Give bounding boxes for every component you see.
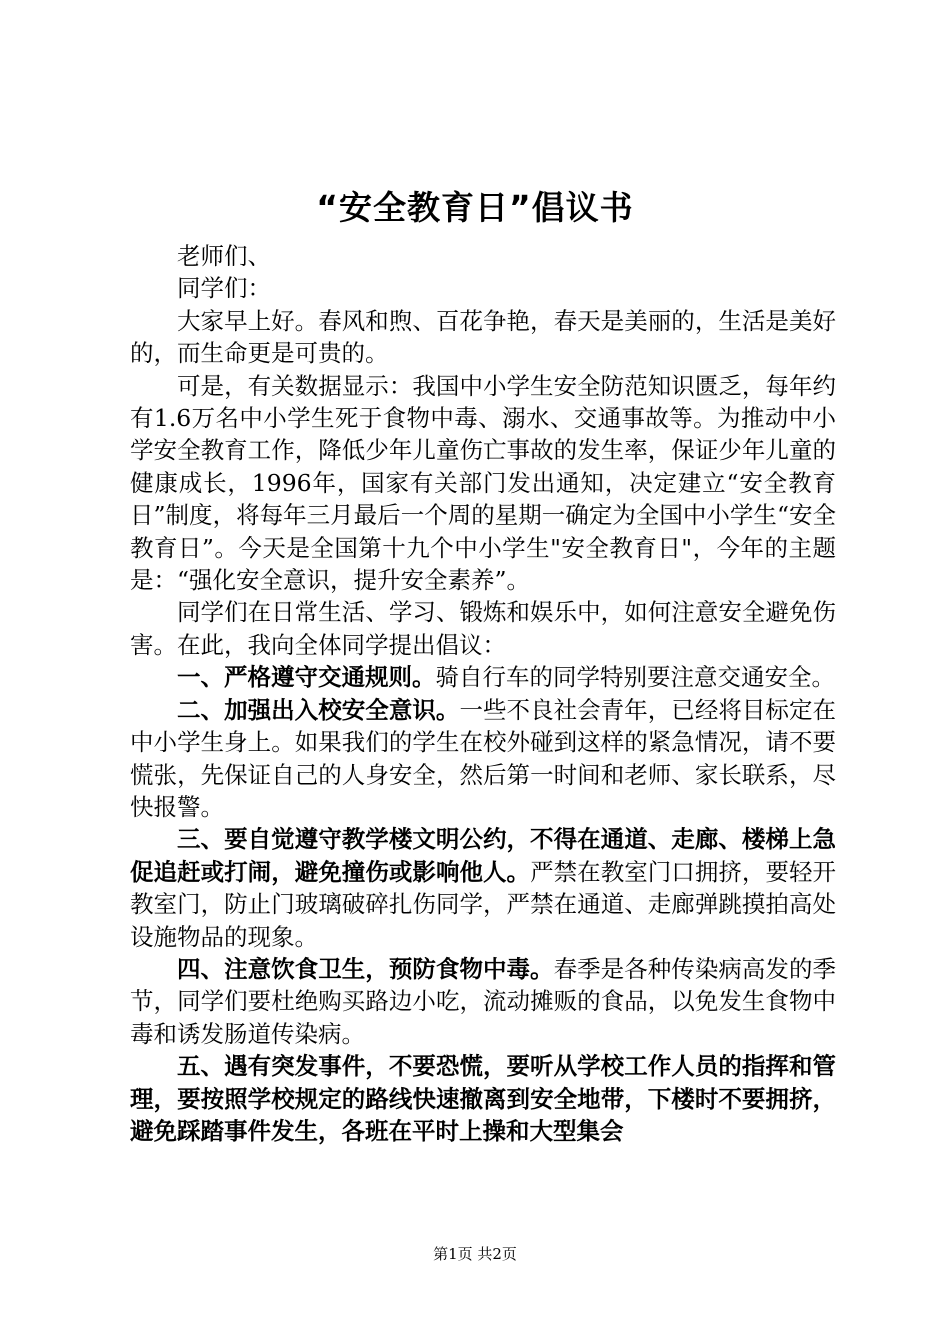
proposal-item-2-text: 一些不良社会青年，已经将目标定在中小学生身上。如果我们的学生在校外碰到这样的紧急情况，请不要慌张，先保证自己的人身安全，然后第一时间和老师、家长联系，尽快报警。	[130, 695, 837, 821]
proposal-item-5	[130, 1050, 836, 1147]
proposal-item-3-heading: 三、要自觉遵守教学楼文明公约，不得在通道、走廊、楼梯上急促追赶或打闹，避免撞伤或影响他人。	[130, 825, 836, 886]
proposal-item-1-text: 骑自行车的同学特别要注意交通安全。	[435, 663, 835, 692]
proposal-item-4-text: 春季是各种传染病高发的季节，同学们要杜绝购买路边小吃，流动摊贩的食品，以免发生食物中毒和诱发肠道传染病。	[130, 954, 837, 1048]
proposal-item-1	[130, 661, 836, 693]
salutation-students: 同学们：	[177, 274, 271, 303]
salutation-teachers: 老师们、	[177, 242, 271, 270]
proposal-item-2	[130, 694, 836, 824]
paragraph-greeting: 大家早上好。春风和煦、百花争艳，春天是美丽的，生活是美好的，而生命更是可贵的。	[130, 306, 836, 368]
page-footer: 第1页 共2页	[433, 1245, 517, 1263]
proposal-item-5-heading: 五、遇有突发事件，不要恐慌，要听从学校工作人员的指挥和管理，要按照学校规定的路线快速撤离到安全地带，下楼时不要拥挤，避免踩踏事件发生，各班在平时上操和大型集会	[130, 1052, 836, 1145]
paragraph-background: 可是，有关数据显示：我国中小学生安全防范知识匮乏，每年约有1.6万名中小学生死于食物中毒、溺水、交通事故等。为推动中小学安全教育工作，降低少年儿童伤亡事故的发生率，保证少年儿童的健康成长，1996年，国家有关部门发出通知，决定建立“安全教育日”制度，将每年三月最后一个周的星期一确定为全国中小学生“安全教育日”。今天是全国第十九个中小学生"安全教育日"，今年的主题是：“强化安全意识，提升安全素养”。	[130, 371, 836, 595]
paragraph-intro: 同学们在日常生活、学习、锻炼和娱乐中，如何注意安全避免伤害。在此，我向全体同学提出倡议：	[130, 598, 836, 659]
proposal-item-3-text: 严禁在教室门口拥挤，要轻开教室门，防止门玻璃破碎扎伤同学，严禁在通道、走廊弹跳摸拍高处设施物品的现象。	[130, 857, 837, 951]
document-body	[130, 240, 836, 1147]
proposal-item-4	[130, 953, 836, 1050]
proposal-item-1-heading: 一、严格遵守交通规则。	[177, 663, 436, 692]
proposal-item-3	[130, 823, 836, 953]
proposal-item-4-heading: 四、注意饮食卫生，预防食物中毒。	[177, 954, 554, 983]
document-title: “安全教育日”倡议书	[316, 188, 634, 227]
proposal-item-2-heading: 二、加强出入校安全意识。	[177, 695, 460, 724]
